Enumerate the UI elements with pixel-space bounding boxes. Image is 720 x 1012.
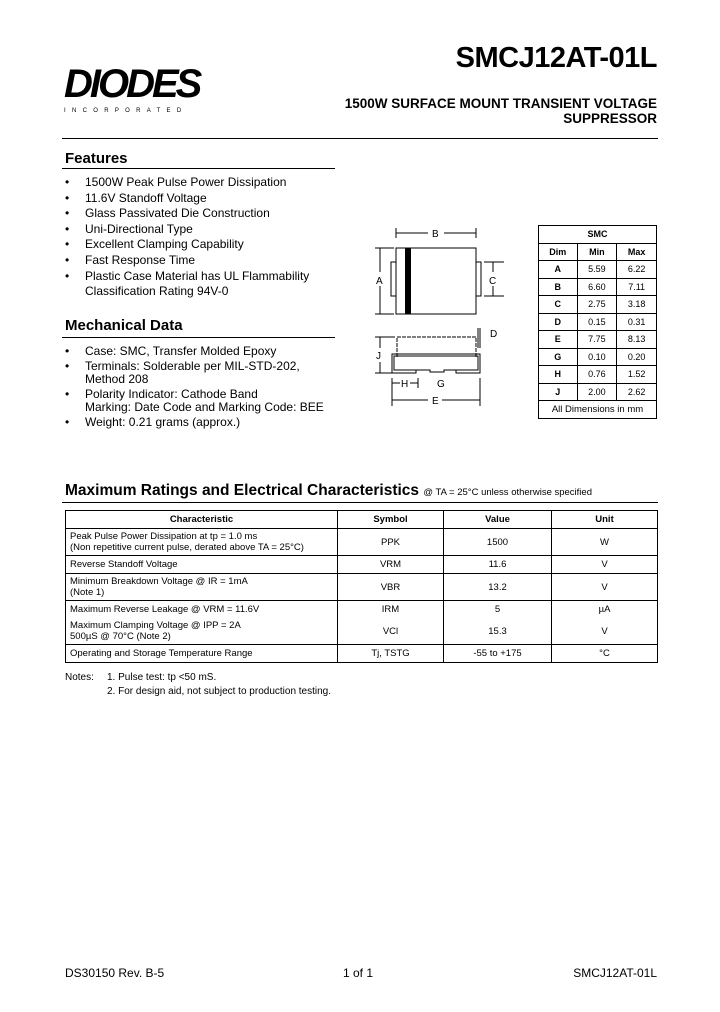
note-1: 1. Pulse test: tp <50 mS. [107,672,217,683]
notes-spacer [65,685,107,699]
subtitle-line-2: SUPPRESSOR [563,111,657,126]
dim-row [539,383,657,401]
dim-value: 0.15 [577,313,617,331]
dim-value: 8.13 [617,331,657,349]
characteristic [66,618,338,645]
dim-row [539,313,657,331]
ratings-title: Maximum Ratings and Electrical Characteristics [65,482,420,499]
logo-subtext: INCORPORATED [64,108,188,114]
col-header: Symbol [338,511,444,529]
dim-value: 7.75 [577,331,617,349]
dim-value: 2.62 [617,383,657,401]
characteristic [66,529,338,556]
value: 1500 [444,529,552,556]
label-d: D [490,329,498,340]
dim-label: G [539,348,578,366]
table-row [66,529,658,556]
dim-value: 2.75 [577,296,617,314]
note-row [65,685,657,699]
dim-value: 1.52 [617,366,657,384]
mechanical-list [65,345,335,429]
value: 11.6 [444,556,552,574]
symbol: IRM [338,601,444,619]
dim-value: 0.20 [617,348,657,366]
mechanical-heading: Mechanical Data [65,317,183,334]
ratings-condition: @ TA = 25°C unless otherwise specified [423,487,592,498]
ratings-heading [65,482,592,500]
unit: µA [552,601,658,619]
ratings-section [65,510,657,699]
dim-row [539,331,657,349]
dim-value: 6.60 [577,278,617,296]
logo-text: DIODES [64,62,200,106]
unit: °C [552,645,658,663]
note-2: 2. For design aid, not subject to production testing. [107,686,332,697]
list-item: • Uni-Directional Type [65,222,335,238]
characteristic-line: Operating and Storage Temperature Range [70,648,253,659]
dim-label: C [539,296,578,314]
list-item: • Weight: 0.21 grams (approx.) [65,416,335,429]
label-g: G [437,379,445,390]
dim-label: J [539,383,578,401]
characteristic [66,645,338,663]
unit: V [552,618,658,645]
characteristic-line: Minimum Breakdown Voltage @ IR = 1mA [70,576,248,587]
table-row [66,556,658,574]
col-header: Characteristic [66,511,338,529]
characteristic [66,574,338,601]
dim-value: 0.10 [577,348,617,366]
header-divider [62,138,658,139]
diodes-logo [64,62,199,115]
characteristic [66,556,338,574]
dim-value: 6.22 [617,261,657,279]
dim-label: A [539,261,578,279]
list-item: • Fast Response Time [65,253,335,269]
package-name: SMC [539,226,657,244]
label-b: B [432,229,439,240]
ratings-divider [62,502,658,503]
unit: V [552,574,658,601]
characteristic-line: 500µS @ 70°C (Note 2) [70,631,171,642]
dimensions-table [538,225,657,419]
dim-row [539,278,657,296]
dim-row [539,296,657,314]
symbol: VRM [338,556,444,574]
dim-value: 5.59 [577,261,617,279]
table-row [66,618,658,645]
subtitle-line-1: 1500W SURFACE MOUNT TRANSIENT VOLTAGE [344,96,657,111]
list-item: • Polarity Indicator: Cathode Band [65,388,335,401]
characteristic-line: Reverse Standoff Voltage [70,559,178,570]
notes-label: Notes: [65,672,94,683]
package-outline-diagram [360,220,505,410]
list-item: • Glass Passivated Die Construction [65,206,335,222]
list-item: • 11.6V Standoff Voltage [65,191,335,207]
notes [65,671,657,699]
dim-value: 0.76 [577,366,617,384]
symbol: VBR [338,574,444,601]
dim-row [539,366,657,384]
characteristic-line: Peak Pulse Power Dissipation at tp = 1.0 ms [70,531,258,542]
footer-page: 1 of 1 [343,966,374,980]
list-item: • Terminals: Solderable per MIL-STD-202, Method 208 [65,360,305,386]
table-row [66,601,658,619]
mechanical-divider [62,337,335,338]
ratings-table [65,510,658,663]
dim-label: H [539,366,578,384]
dim-label: E [539,331,578,349]
table-row [66,645,658,663]
characteristic-line: (Note 1) [70,587,105,598]
col-header: Dim [539,243,578,261]
list-item: • Excellent Clamping Capability [65,237,335,253]
dimensions-footer: All Dimensions in mm [539,401,657,419]
value: 15.3 [444,618,552,645]
unit: W [552,529,658,556]
table-row [66,574,658,601]
dim-value: 2.00 [577,383,617,401]
symbol: Tj, TSTG [338,645,444,663]
part-number-title: SMCJ12AT-01L [455,42,657,74]
value: 13.2 [444,574,552,601]
dim-value: 7.11 [617,278,657,296]
label-h: H [401,379,409,390]
characteristic-line: (Non repetitive current pulse, derated above TA = 25°C) [70,542,304,553]
symbol: PPK [338,529,444,556]
footer-part: SMCJ12AT-01L [573,966,657,980]
dim-row [539,348,657,366]
list-item: • 1500W Peak Pulse Power Dissipation [65,175,335,191]
symbol: VCl [338,618,444,645]
footer-doc-number: DS30150 Rev. B-5 [65,966,165,980]
dim-value: 3.18 [617,296,657,314]
dim-value: 0.31 [617,313,657,331]
value: 5 [444,601,552,619]
label-e: E [432,396,439,407]
dim-row [539,261,657,279]
dim-label: D [539,313,578,331]
label-c: C [489,276,497,287]
col-header: Min [577,243,617,261]
list-item: • Case: SMC, Transfer Molded Epoxy [65,345,335,358]
characteristic-line: Maximum Reverse Leakage @ VRM = 11.6V [70,604,260,615]
col-header: Max [617,243,657,261]
features-heading: Features [65,150,128,167]
value: -55 to +175 [444,645,552,663]
dim-label: B [539,278,578,296]
label-j: J [376,351,381,362]
list-item: • Plastic Case Material has UL Flammability Classification Rating 94V-0 [65,269,315,300]
note-row [65,671,657,685]
col-header: Unit [552,511,658,529]
label-a: A [376,276,383,287]
unit: V [552,556,658,574]
features-list [65,175,335,300]
features-divider [62,168,335,169]
characteristic-line: Maximum Clamping Voltage @ IPP = 2A [70,620,241,631]
col-header: Value [444,511,552,529]
list-item-sub: Marking: Date Code and Marking Code: BEE [85,400,324,414]
characteristic [66,601,338,619]
